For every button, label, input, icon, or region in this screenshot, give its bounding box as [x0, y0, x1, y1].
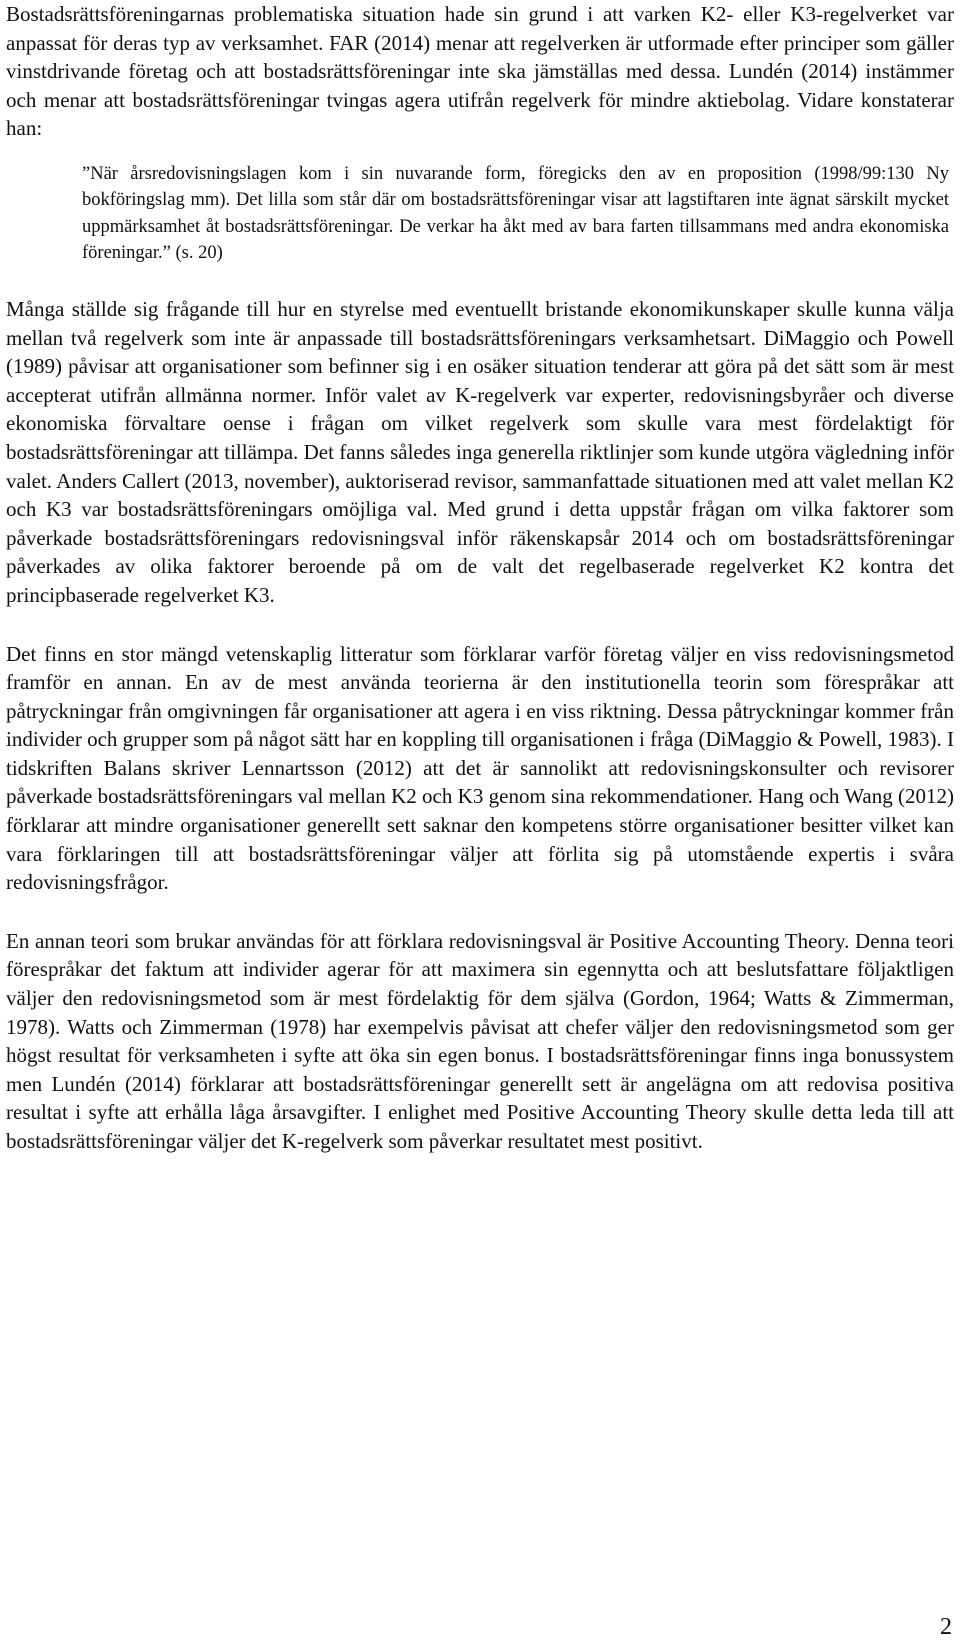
paragraph-institutional-theory: Det finns en stor mängd vetenskaplig litteratur som förklarar varför företag väljer en viss redovisningsmetod framför en annan. En av de mest använda teorierna är den institutionella teorin som förespråkar att påtryckningar från omgivningen får organisationer att agera i en viss riktning. Dessa påtryckningar kommer från individer och grupper som på något sätt har en koppling till organisationen i fråga (DiMaggio & Powell, 1983). I tidskriften Balans skriver Lennartsson (2012) att det är sannolikt att redovisningskonsulter och revisorer påverkade bostadsrättsföreningars val mellan K2 och K3 genom sina rekommendationer. Hang och Wang (2012) förklarar att mindre organisationer generellt sett saknar den kompetens större organisationer besitter vilket kan vara förklaringen till att bostadsrättsföreningar väljer att förlita sig på utomstående expertis i svåra redovisningsfrågor.: [6, 641, 954, 895]
page-number: 2: [940, 1614, 952, 1640]
paragraph-intro: Bostadsrättsföreningarnas problematiska situation hade sin grund i att varken K2- eller K3-regelverket var anpassat för deras typ av verksamhet. FAR (2014) menar att regelverken är utformade efter principer som gäller vinstdrivande företag och att bostadsrättsföreningar inte ska jämställas med dessa. Lundén (2014) instämmer och menar att bostadsrättsföreningar tvingas agera utifrån regelverk för mindre aktiebolag. Vidare konstaterar han:: [6, 2, 954, 141]
block-quote: ”När årsredovisningslagen kom i sin nuvarande form, föregicks den av en proposition (1998/99:130 Ny bokföringslag mm). Det lilla som står där om bostadsrättsföreningar visar att lagstiftaren inte ägnat särskilt mycket uppmärksamhet åt bostadsrättsföreningar. De verkar ha åkt med av bara farten tillsammans med andra ekonomiska föreningar.” (s. 20): [82, 163, 949, 264]
paragraph-positive-accounting-theory: En annan teori som brukar användas för att förklara redovisningsval är Positive Accounting Theory. Denna teori förespråkar det faktum att individer agerar för att maximera sin egennytta och att beslutsfattare följaktligen väljer den redovisningsmetod som är mest fördelaktig för dem själva (Gordon, 1964; Watts & Zimmerman, 1978). Watts och Zimmerman (1978) har exempelvis påvisat att chefer väljer den redovisningsmetod som ger högst resultat för verksamheten i syfte att öka sin egen bonus. I bostadsrättsföreningar finns inga bonussystem men Lundén (2014) förklarar att bostadsrättsföreningar generellt sett är angelägna om att redovisa positiva resultat i syfte att erhålla låga årsavgifter. I enlighet med Positive Accounting Theory skulle detta leda till att bostadsrättsföreningar väljer det K-regelverk som påverkar resultatet mest positivt.: [6, 928, 954, 1153]
paragraph-board-choice: Många ställde sig frågande till hur en styrelse med eventuellt bristande ekonomikunskaper skulle kunna välja mellan två regelverk som inte är anpassade till bostadsrättsföreningars verksamhetsart. DiMaggio och Powell (1989) påvisar att organisationer som befinner sig i en osäker situation tenderar att göra på det sätt som är mest accepterat utifrån allmänna normer. Inför valet av K-regelverk var experter, redovisningsbyråer och diverse ekonomiska förvaltare oense i frågan om vilket regelverk som skulle vara mest fördelaktigt för bostadsrättsföreningar att tillämpa. Det fanns således inga generella riktlinjer som kunde utgöra vägledning inför valet. Anders Callert (2013, november), auktoriserad revisor, sammanfattade situationen med att valet mellan K2 och K3 var bostadsrättsföreningars omöjliga val. Med grund i detta uppstår frågan om vilka faktorer som påverkade bostadsrättsföreningars redovisningsval inför räkenskapsår 2014 och om bostadsrättsföreningar påverkades av olika faktorer beroende på om de valt det regelbaserade regelverket K2 kontra det principbaserade regelverket K3.: [6, 296, 954, 607]
document-page: [6, 0, 954, 1156]
